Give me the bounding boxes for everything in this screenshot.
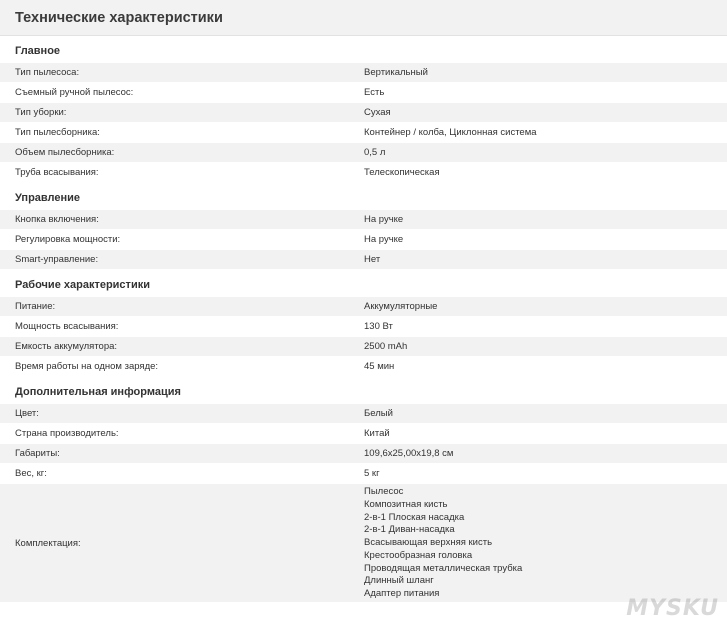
spec-value: Контейнер / колба, Циклонная система (364, 127, 537, 138)
spec-label: Мощность всасывания: (15, 321, 119, 332)
spec-label: Труба всасывания: (15, 167, 99, 178)
spec-row (0, 357, 727, 377)
spec-value: Сухая (364, 107, 391, 118)
spec-label: Емкость аккумулятора: (15, 341, 118, 352)
spec-value: Белый (364, 408, 393, 419)
spec-label: Тип уборки: (15, 107, 67, 118)
spec-label: Объем пылесборника: (15, 147, 115, 158)
spec-row (0, 143, 727, 163)
spec-label: Вес, кг: (15, 468, 47, 479)
section-controls (0, 183, 727, 270)
spec-value: На ручке (364, 214, 404, 225)
spec-label: Smart-управление: (15, 254, 99, 265)
spec-row (0, 210, 727, 230)
spec-value: 109,6x25,00x19,8 см (364, 448, 454, 459)
spec-row (0, 63, 727, 83)
spec-row (0, 404, 727, 424)
spec-label: Габариты: (15, 448, 60, 459)
kit-item: Пылесос (364, 486, 404, 498)
spec-row (0, 317, 727, 337)
spec-label: Съемный ручной пылесос: (15, 87, 134, 98)
section-title: Главное (15, 45, 61, 57)
section-title: Управление (15, 192, 81, 204)
watermark-logo: MYSKU (626, 596, 719, 621)
spec-row-kit (0, 484, 727, 602)
spec-row (0, 464, 727, 484)
spec-row (0, 297, 727, 317)
spec-value: Китай (364, 428, 390, 439)
spec-label: Страна производитель: (15, 428, 119, 439)
spec-value: 45 мин (364, 361, 395, 372)
spec-row (0, 123, 727, 143)
spec-label: Тип пылесоса: (15, 67, 80, 78)
spec-row (0, 103, 727, 123)
kit-item: Крестообразная головка (364, 549, 473, 561)
section-additional (0, 377, 727, 602)
spec-label: Комплектация: (15, 537, 81, 549)
specs-header (0, 0, 727, 36)
kit-item: Композитная кисть (364, 499, 448, 511)
spec-value: 130 Вт (364, 321, 393, 332)
section-main (0, 36, 727, 183)
kit-item: Адаптер питания (364, 587, 440, 599)
spec-label: Время работы на одном заряде: (15, 361, 159, 372)
spec-value: 5 кг (364, 468, 380, 479)
spec-value: Вертикальный (364, 67, 428, 78)
spec-row (0, 444, 727, 464)
spec-value: Есть (364, 87, 385, 98)
spec-row (0, 83, 727, 103)
spec-label: Питание: (15, 301, 56, 312)
kit-item: 2-в-1 Плоская насадка (364, 511, 465, 523)
kit-list (349, 485, 522, 600)
spec-value: Аккумуляторные (364, 301, 438, 312)
spec-row (0, 163, 727, 183)
spec-value: На ручке (364, 234, 404, 245)
kit-item: 2-в-1 Диван-насадка (364, 524, 455, 536)
spec-value: Нет (364, 254, 381, 265)
kit-item: Всасывающая верхняя кисть (364, 537, 493, 549)
specs-table (0, 36, 727, 602)
spec-label: Тип пылесборника: (15, 127, 100, 138)
spec-label: Регулировка мощности: (15, 234, 121, 245)
section-title: Рабочие характеристики (15, 279, 150, 291)
spec-label: Кнопка включения: (15, 214, 99, 225)
spec-row (0, 250, 727, 270)
section-performance (0, 270, 727, 377)
spec-value: 0,5 л (364, 147, 386, 158)
spec-row (0, 230, 727, 250)
spec-row (0, 424, 727, 444)
page-title: Технические характеристики (15, 9, 223, 26)
kit-item: Проводящая металлическая трубка (364, 562, 523, 574)
kit-item: Длинный шланг (364, 575, 434, 587)
spec-value: Телескопическая (364, 167, 440, 178)
spec-label: Цвет: (15, 408, 39, 419)
section-title: Дополнительная информация (15, 386, 181, 398)
spec-value: 2500 mAh (364, 341, 408, 352)
spec-row (0, 337, 727, 357)
